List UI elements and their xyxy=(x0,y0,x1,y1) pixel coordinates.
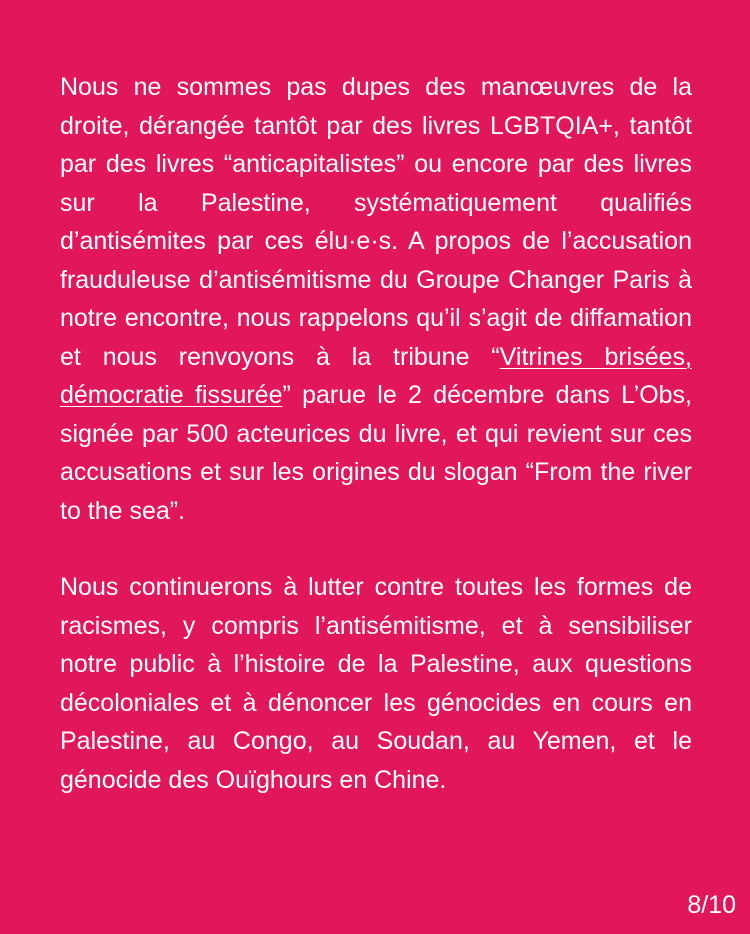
page-number: 8/10 xyxy=(687,891,736,919)
paragraph-diffamation xyxy=(60,68,692,530)
statement-body xyxy=(60,68,692,799)
paragraph-engagement xyxy=(60,568,692,799)
paragraph-1-text-end: ” parue le 2 décembre dans L’Obs, signée par 500 acteurices du livre, et qui revient sur ces accusations et sur les origines du slogan “From the river to the sea”. xyxy=(60,381,692,525)
paragraph-2-text: Nous continuerons à lutter contre toutes les formes de racismes, y compris l’antisémitisme, et à sensibiliser notre public à l’histoire de la Palestine, aux questions décoloniales et à dénoncer les génocides en cours en Palestine, au Congo, au Soudan, au Yemen, et le génocide des Ouïghours en Chine. xyxy=(60,573,692,794)
tribune-link[interactable]: Vitrines brisées, démocratie fissurée xyxy=(60,342,692,409)
paragraph-1-text-start: Nous ne sommes pas dupes des manœuvres de la droite, dérangée tantôt par des livres LGBTQIA+, tantôt par des livres “anticapitalistes” ou encore par des livres sur la Palestine, systématiquement qualifiés d’antisémites par ces élu·e·s. A propos de l’accusation frauduleuse d’antisémitisme du Groupe Changer Paris à notre encontre, nous rappelons qu’il s’agit de diffamation et nous renvoyons à la tribune “ xyxy=(60,73,692,371)
